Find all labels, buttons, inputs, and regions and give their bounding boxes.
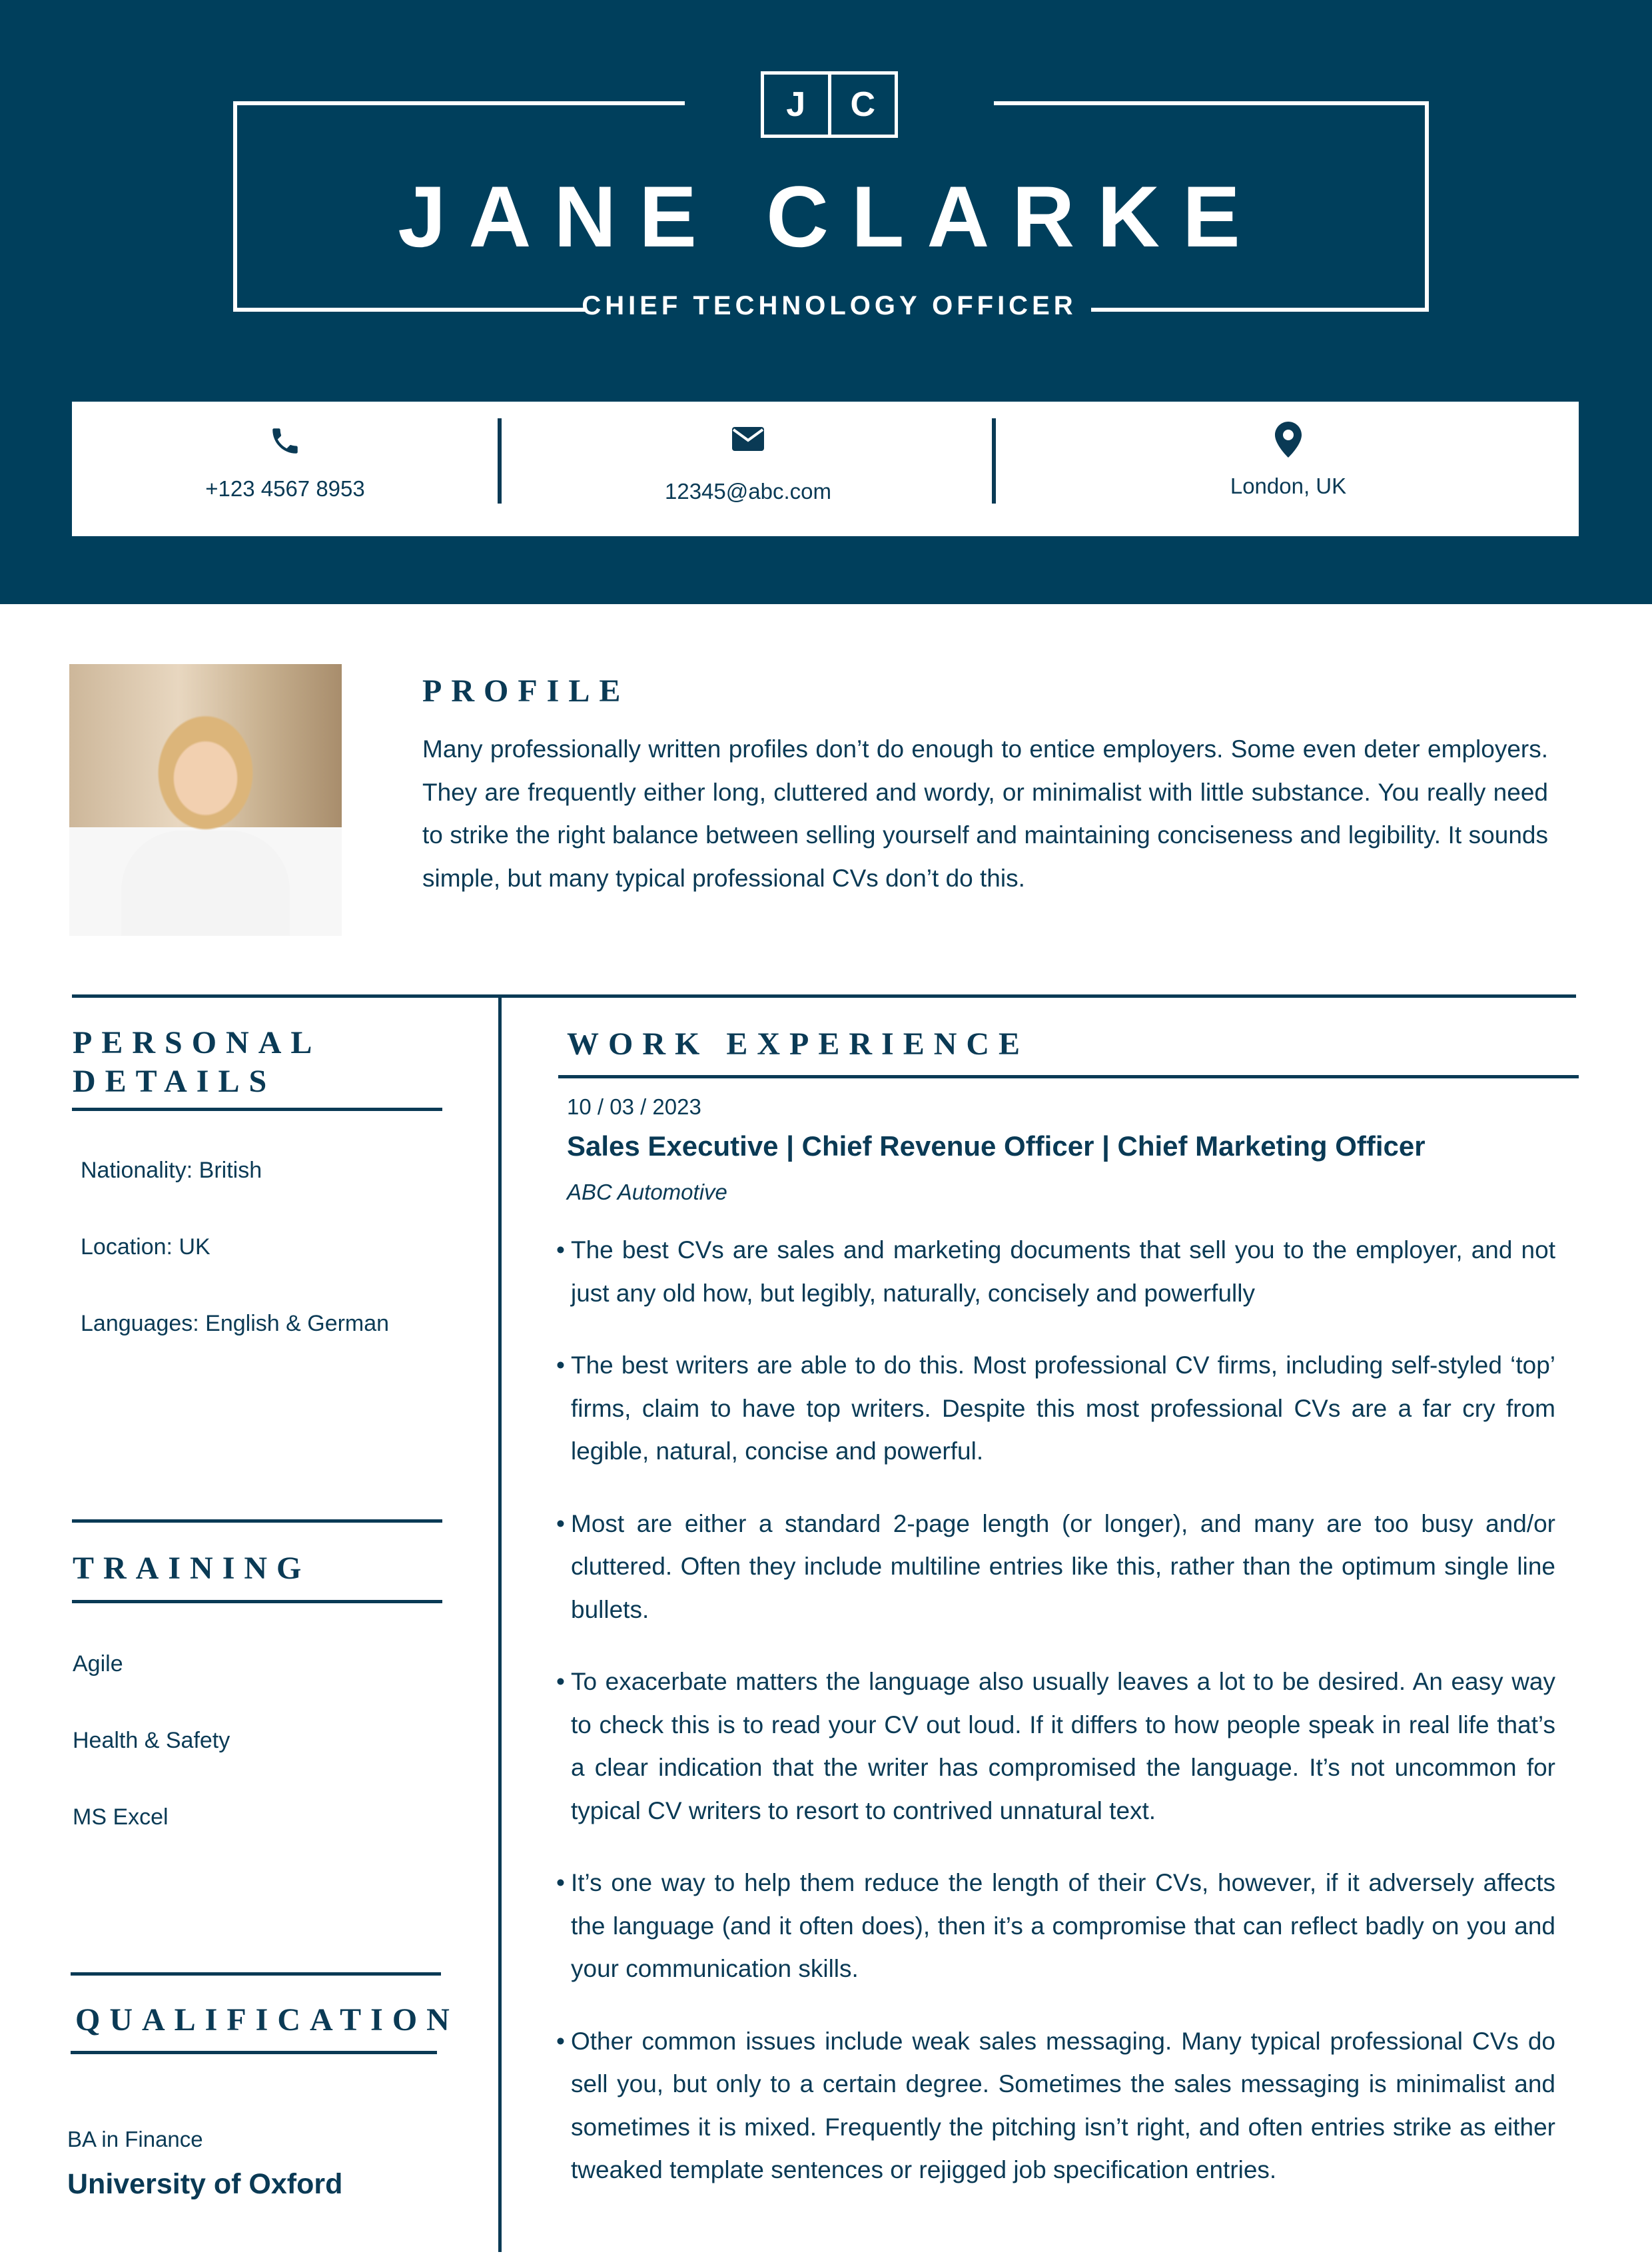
frame-top-left bbox=[233, 101, 685, 105]
detail-location: Location: UK bbox=[81, 1234, 210, 1260]
frame-bottom-right bbox=[1091, 308, 1429, 312]
envelope-icon bbox=[731, 424, 765, 457]
training-item: MS Excel bbox=[73, 1804, 169, 1830]
job-role: Sales Executive | Chief Revenue Officer | Chief Marketing Officer bbox=[567, 1130, 1426, 1162]
heading-underline bbox=[558, 1075, 1579, 1078]
frame-bottom-left bbox=[233, 308, 585, 312]
job-date: 10 / 03 / 2023 bbox=[567, 1094, 701, 1119]
heading-overline bbox=[72, 1519, 442, 1523]
detail-languages: Languages: English & German bbox=[81, 1311, 390, 1336]
job-company: ABC Automotive bbox=[567, 1180, 727, 1204]
work-experience-heading: WORK EXPERIENCE bbox=[567, 1026, 1030, 1062]
list-item: • Other common issues include weak sales messaging. Many typical professional CVs do sell you, but only to a certain degree. Sometimes the sales messaging is minimalist and sometimes it is mixed. Frequently the pitching isn’t right, and often entries strike as either tweaked template sentences or rejigged job specification entries. bbox=[556, 2020, 1555, 2192]
list-item: • The best writers are able to do this. Most professional CV firms, including self-styled ‘top’ firms, claim to have top writers. Despite this most professional CVs are a far cry from legible, natural, concise and powerful. bbox=[556, 1344, 1555, 1473]
heading-underline bbox=[72, 1600, 442, 1603]
list-item: • It’s one way to help them reduce the length of their CVs, however, if it adversely affects the language (and it often does), then it’s a compromise that can reflect badly on you and your communication skills. bbox=[556, 1862, 1555, 1991]
training-item: Health & Safety bbox=[73, 1728, 230, 1753]
monogram-logo bbox=[761, 71, 898, 138]
map-pin-icon bbox=[1275, 422, 1302, 461]
job-title: CHIEF TECHNOLOGY OFFICER bbox=[582, 291, 1077, 320]
heading-underline bbox=[71, 2051, 437, 2054]
contact-bar bbox=[72, 402, 1579, 536]
contact-phone bbox=[72, 402, 498, 536]
contact-divider bbox=[992, 418, 996, 504]
training-heading: TRAINING bbox=[73, 1551, 311, 1586]
section-divider bbox=[72, 994, 1576, 998]
qualification-institution: University of Oxford bbox=[67, 2168, 343, 2200]
contact-location bbox=[998, 402, 1579, 536]
frame-top-right bbox=[994, 101, 1429, 105]
heading-line: DETAILS bbox=[73, 1064, 276, 1099]
qualification-heading: QUALIFICATION bbox=[75, 2002, 459, 2038]
phone-icon bbox=[268, 424, 302, 461]
list-item: • To exacerbate matters the language also usually leaves a lot to be desired. An easy way to check this is to read your CV out loud. If it differs to how people speak in real life that’s a clear indication that the writer has compromised the language. It’s not uncommon for typical CV writers to resort to contrived unnatural text. bbox=[556, 1661, 1555, 1832]
personal-details-heading bbox=[73, 1024, 321, 1101]
list-item: • The best CVs are sales and marketing documents that sell you to the employer, and not just any old how, but legibly, naturally, concisely and powerfully bbox=[556, 1229, 1555, 1315]
job-bullets bbox=[556, 1229, 1555, 2221]
list-item: • Most are either a standard 2-page length (or longer), and many are too busy and/or cluttered. Often they include multiline entries like this, rather than the optimum single line bullets. bbox=[556, 1503, 1555, 1632]
candidate-name: JANE CLARKE bbox=[398, 168, 1263, 265]
monogram-letter-c: C bbox=[850, 85, 876, 124]
profile-heading: PROFILE bbox=[422, 673, 630, 709]
profile-photo bbox=[69, 664, 342, 936]
heading-overline bbox=[71, 1972, 441, 1976]
photo-shirt bbox=[121, 831, 290, 936]
phone-number: +123 4567 8953 bbox=[205, 476, 365, 501]
contact-email bbox=[502, 402, 995, 536]
training-item: Agile bbox=[73, 1651, 123, 1677]
detail-nationality: Nationality: British bbox=[81, 1158, 262, 1183]
email-address: 12345@abc.com bbox=[665, 479, 831, 504]
heading-underline bbox=[72, 1108, 442, 1111]
monogram-letter-j: J bbox=[786, 85, 806, 124]
column-divider bbox=[498, 994, 502, 2252]
location-text: London, UK bbox=[1230, 474, 1347, 498]
profile-text: Many professionally written profiles don’t do enough to entice employers. Some even deter employers. They are frequently either long, cluttered and wordy, or minimalist with little substance. You really need to strike the right balance between selling yourself and maintaining conciseness and legibility. It sounds simple, but many typical professional CVs don’t do this. bbox=[422, 735, 1548, 892]
heading-line: PERSONAL bbox=[73, 1025, 322, 1060]
header-banner bbox=[0, 0, 1652, 604]
qualification-degree: BA in Finance bbox=[67, 2127, 203, 2151]
contact-divider bbox=[498, 418, 502, 504]
